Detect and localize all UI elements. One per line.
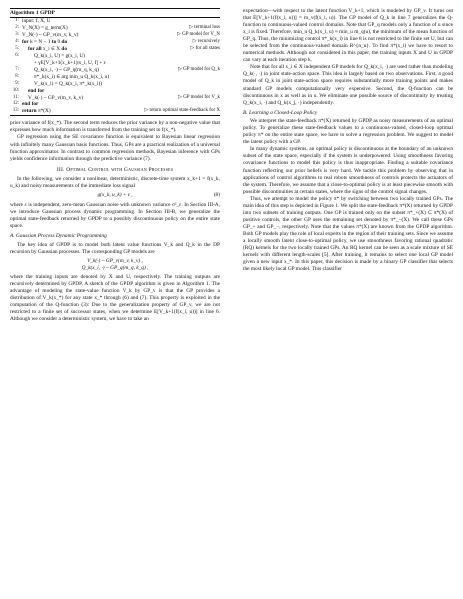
line-comment: ▷ terminal loss — [189, 25, 220, 30]
algorithm-line — [10, 46, 220, 53]
line-number: 1: — [15, 18, 19, 24]
left-column — [10, 8, 220, 323]
paragraph: where ε is independent, zero-mean Gaussian noise with unknown variance σ²_ε. In Section III-A, we introduce Gaussian process dynamic programming. In Section III-B, we generalize the optimal state-feedback returned by GPDP to a possibly discontinuous policy on the entire state space. — [10, 201, 220, 229]
equation-line: Q_k(x_i, ·) ~ GP_q(m_q, k_q) , — [81, 264, 149, 271]
algorithm-line — [10, 32, 220, 39]
paragraph: The key idea of GPDP is to model both latent value functions V_k and Q_k in the DP recursion by Gaussian processes. The corresponding GP models are — [10, 241, 220, 255]
equation-body: g(x_k, u_k) + ε , — [97, 192, 133, 199]
algorithm-line — [10, 39, 220, 46]
algorithm-line — [10, 95, 220, 102]
line-text: for k = N − 1 to 0 do — [22, 38, 68, 45]
equation-number: (8) — [213, 192, 220, 199]
line-text: end for — [28, 87, 45, 94]
paragraph: In the following, we consider a nonlinear, deterministic, discrete-time system x_k+1 = f(x_k, u_k) and noisy measurements of the immediate loss signal — [10, 175, 220, 189]
algorithm-box — [10, 8, 220, 116]
line-number: 5: — [15, 45, 19, 51]
algorithm-line — [10, 25, 220, 32]
line-number: 6: — [15, 52, 19, 58]
line-comment: ▷ recursively — [192, 38, 220, 44]
line-number: 4: — [15, 38, 19, 44]
paragraph: In many dynamic systems, an optimal policy is discontinuous at the boundary of an unknown subset of the state space, especially if the system is underpowered. Using smoothness favoring covariance functions to model this policy is thus inappropriate. Finding a suitable covariance function reflecting our prior beliefs is very hard. We tackle this problem by observing that in applications of control algorithms to real robots smoothness of controls protects the actuators of the system. Therefore, we assume that a close-to-optimal policy is at least piecewise smooth with possible discontinuities at certain states, where the signs of the control signal changes. — [243, 146, 453, 195]
line-number: 11: — [13, 94, 19, 100]
line-comment: ▷ for all states — [190, 45, 220, 51]
line-text: Q_k(x_i, ·) ~ GP_q(m_q, k_q) — [34, 66, 99, 73]
line-text: π*_k(x_i) ∈ arg min_u Q_k(x_i, u) — [34, 73, 110, 80]
line-text: Q_k(x_i, U) = g(x_i, U) — [34, 52, 85, 59]
subsection-heading: A. Gaussian Process Dynamic Programming — [10, 233, 107, 240]
algorithm-line — [10, 88, 220, 95]
algorithm-line — [10, 53, 220, 60]
algorithm-line — [10, 81, 220, 88]
line-number: 3: — [15, 31, 19, 37]
algorithm-line — [10, 108, 220, 115]
line-number: 12: — [12, 101, 19, 107]
paragraph: We interpret the state-feedback π*(X) returned by GPDP as noisy measurements of an optimal policy. To generalize these state-feedback values to a continuous-valued, closed-loop optimal policy π* on the entire state space, we have to solve a regression problem. We suggest to model the latent policy with a GP. — [243, 118, 453, 146]
equation-8 — [10, 192, 220, 199]
line-comment: ▷ GP model for V_N — [176, 31, 220, 37]
algorithm-title: Algorithm 1 GPDP — [10, 9, 220, 18]
line-number: 13: — [12, 108, 19, 114]
subsection-heading: B. Learning a Closed-Loop Policy — [243, 109, 318, 116]
gp-model-equations — [10, 258, 220, 272]
right-column — [243, 8, 453, 273]
line-text: input: f, X, U — [22, 18, 51, 25]
line-text: + γE[V_k+1(x_k+1)|x_i, U, f] + ε — [34, 59, 106, 66]
line-number: 2: — [15, 25, 19, 30]
algorithm-line — [10, 74, 220, 81]
algorithm-line — [10, 18, 220, 25]
algorithm-lines — [10, 18, 220, 115]
line-text: end for — [22, 101, 39, 108]
paragraph: where the training inputs are denoted by X and U, respectively. The training outputs are recursively determined by GPDP. A sketch of the GPDP algorithm is given in Algorithm 1. The advantage of modeling the state-value function V_k by GP_v is that the GP provides a distribution of V_k(x_*) for any state x_* through (6) and (7). This property is exploited in the computation of the Q-function (3): Due to the generalization property of GP_v, we are not restricted to a finite set of successor states, when we determine E[V_k+1(f(x_i, u))] in line 6. Although we consider a deterministic system, we have to take an — [10, 274, 220, 323]
equation-line: V_k(·) ~ GP_v(m_v, k_v) , — [87, 257, 143, 264]
paragraph: GP regression using the SE covariance function is equivalent to Bayesian linear regression with infinitely many Gaussian basis functions. Thus, GPs are a practical realization of a universal function approximator. In contrast to common regression methods, Bayesian inference with GPs yields confidence information through the predictive variance (7). — [10, 134, 220, 162]
line-number: 7: — [15, 66, 19, 72]
line-number: 10: — [12, 87, 19, 93]
paragraph: expectation—with respect to the latent function V_k+1, which is modeled by GP_v. It turns out that E[V_k+1(f(x_i, u))] = m_v(f(x_i, u)). The GP model of Q_k in line 7 generalizes the Q-function to continuous-valued control domains. Note that GP_q models only a function of u since x_i is fixed. Therefore, min_u Q_k(x_i, u) ≈ min_u m_q(u), the minimum of the mean function of GP_q. Thus, the minimizing control π*_k(x_i) in line 8 is not restricted to the finite set U, but can be selected from the continuous-valued domain R^{n_u}. To find π*(x_i) we have to resort to numerical methods. Although not considered in this paper, the training inputs X and U in GPDP can vary at each iteration step k. — [243, 8, 453, 64]
line-text: return π*(X) — [22, 108, 51, 115]
paragraph: prior variance of f(x_*). The second term reduces the prior variance by a non-negative value that expresses how much information is transferred from the training set to f(x_*). — [10, 120, 220, 134]
algorithm-line — [10, 60, 220, 67]
line-comment: ▷ GP model for V_k — [178, 94, 220, 100]
paragraph: Note that for all x_i ∈ X independent GP models for Q_k(x_i, ·) are used rather than modeling Q_k(·, ·) in joint state-action space. This idea is largely based on two observations. First, a good model of Q_k in joint state-action space requires substantially more training points and makes standard GP models computationally very expensive. Second, the Q-function can be discontinuous in x as well as in u. We eliminate one possible source of discontinuity by treating Q_k(x_i, ·) and Q_k(x_j, ·) independently. — [243, 64, 453, 106]
algorithm-line — [10, 67, 220, 74]
line-number: 9: — [15, 80, 19, 86]
line-text: V_N(·) ~ GP_v(m_v, k_v) — [22, 31, 79, 38]
line-comment: ▷ GP model for Q_k — [178, 66, 220, 72]
line-text: V_k(x_i) = Q_k(x_i, π*_k(x_i)) — [34, 80, 103, 87]
line-text: V_k(·) ~ GP_v(m_v, k_v) — [28, 94, 84, 101]
line-number: 8: — [15, 73, 19, 79]
line-number — [10, 60, 22, 67]
section-heading: III. Optimal Control with Gaussian Processes — [56, 166, 174, 173]
line-text: for all x_i ∈ X do — [28, 45, 68, 52]
paragraph: Thus, we attempt to model the policy π* by switching between two locally trained GPs. The main idea of this step is depicted in Figure 1. We split the state-feedback π*(X) returned by GPDP into two subsets of training outputs. One GP is trained only on the subset π*_+(X) ⊂ π*(X) of positive controls, the other GP uses the remaining set denoted by π*_−(X). We call these GPs GP_+ and GP_−, respectively. Note that the values π*(X) are known from the GPDP algorithm. Both GP models play the role of local experts in the region of their training sets. Since we assume a locally smooth latent close-to-optimal policy, we use smoothness favoring rational quadratic (RQ) kernels for the two locally trained GPs. An RQ kernel can be seen as a scale mixture of SE kernels with different length-scales [5]. After training, it remains to select one local GP model given a new input x_*. In this paper, this decision is made by a binary GP classifier that selects the most likely local GP model. This classifier — [243, 195, 453, 273]
line-text: V_N(X) = g_term(X) — [22, 25, 68, 31]
line-comment: ▷ return optimal state-feedback for X — [144, 108, 220, 114]
